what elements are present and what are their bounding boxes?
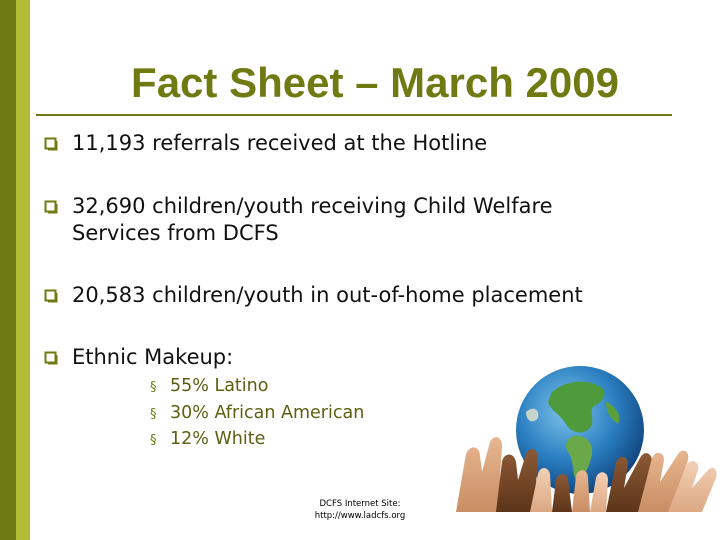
- square-bullet-icon: [44, 289, 58, 303]
- bullet-text-ethnic-makeup: Ethnic Makeup:: [72, 345, 234, 369]
- square-bullet-icon: [44, 351, 58, 365]
- footer-label: DCFS Internet Site:: [319, 499, 401, 509]
- side-bar-light: [16, 0, 30, 540]
- slide-title: Fact Sheet – March 2009: [131, 59, 619, 106]
- sub-item-latino: [150, 373, 268, 401]
- bullet-text-services-line1: 32,690 children/youth receiving Child Welfare: [72, 194, 553, 218]
- footer-url[interactable]: http://www.ladcfs.org: [314, 511, 406, 521]
- sub-item-text: 55% Latino: [170, 376, 269, 396]
- section-sign-icon: §: [150, 407, 157, 422]
- square-bullet-icon: [44, 200, 58, 214]
- bullet-text-services-line2: Services from DCFS: [72, 221, 279, 245]
- side-bar-dark: [0, 0, 16, 540]
- section-sign-icon: §: [150, 380, 157, 395]
- footer-site-info: [296, 498, 424, 522]
- section-sign-icon: §: [150, 433, 157, 448]
- sub-item-text: 12% White: [170, 429, 266, 449]
- title-underline: [36, 114, 672, 116]
- globe-hands-image: [456, 362, 718, 516]
- sub-item-text: 30% African American: [170, 403, 365, 423]
- sub-item-white: [150, 426, 265, 454]
- square-bullet-icon: [44, 137, 58, 151]
- bullet-text-placement: 20,583 children/youth in out-of-home placement: [72, 283, 583, 307]
- bullet-text-referrals: 11,193 referrals received at the Hotline: [72, 131, 488, 155]
- sub-item-african-american: [150, 400, 364, 428]
